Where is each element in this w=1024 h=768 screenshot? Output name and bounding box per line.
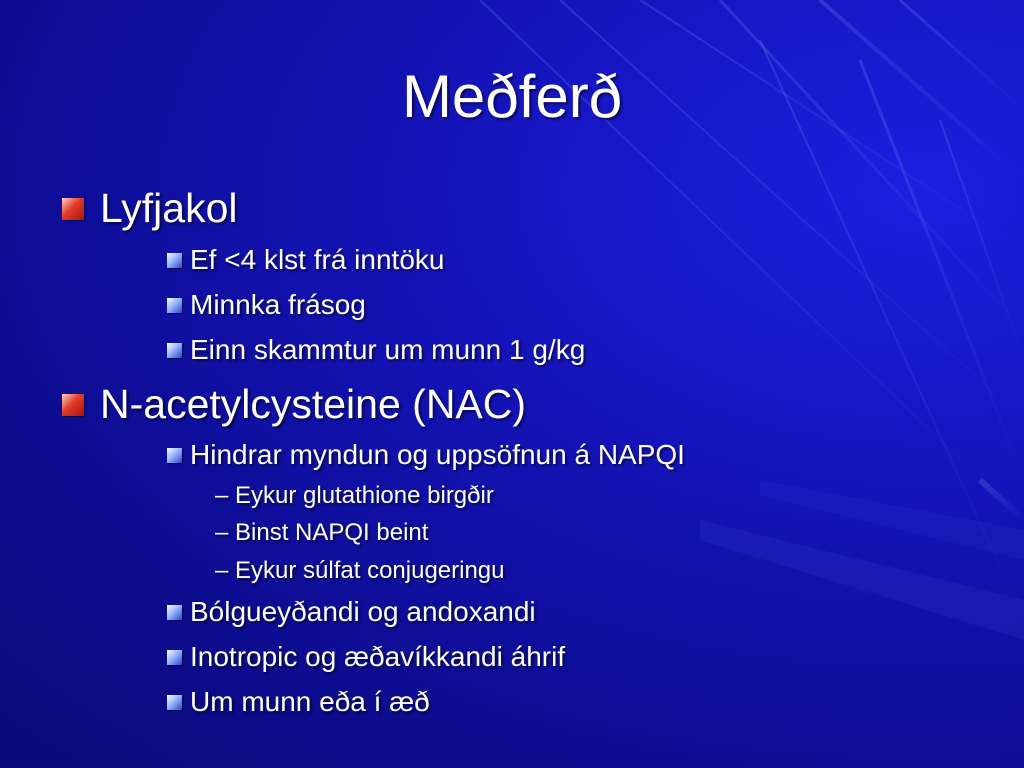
subbullet-item: Hindrar myndun og uppsöfnun á NAPQI [190,439,685,470]
blue-square-bullet-icon [167,253,182,268]
subbullet-item: Einn skammtur um munn 1 g/kg [190,334,586,365]
blue-square-bullet-icon [167,650,182,665]
subbullet-item: Minnka frásog [190,289,366,320]
blue-square-bullet-icon [167,448,182,463]
subbullet-item: Um munn eða í æð [190,686,430,717]
blue-square-bullet-icon [167,695,182,710]
red-square-bullet-icon [62,394,84,416]
subbullet-item: Bólgueyðandi og andoxandi [190,596,536,627]
subsubbullet-item: – Eykur glutathione birgðir [215,482,494,509]
blue-square-bullet-icon [167,298,182,313]
bullet-lyfjakol: Lyfjakol [100,185,238,231]
blue-square-bullet-icon [167,605,182,620]
subbullet-item: Inotropic og æðavíkkandi áhrif [190,641,566,672]
subsubbullet-item: – Eykur súlfat conjugeringu [215,557,505,584]
red-square-bullet-icon [62,198,84,220]
blue-square-bullet-icon [167,343,182,358]
bullet-nac: N-acetylcysteine (NAC) [100,381,527,427]
slide-title: Meðferð [401,63,623,130]
subbullet-item: Ef <4 klst frá inntöku [190,244,445,275]
subsubbullet-item: – Binst NAPQI beint [215,519,429,546]
